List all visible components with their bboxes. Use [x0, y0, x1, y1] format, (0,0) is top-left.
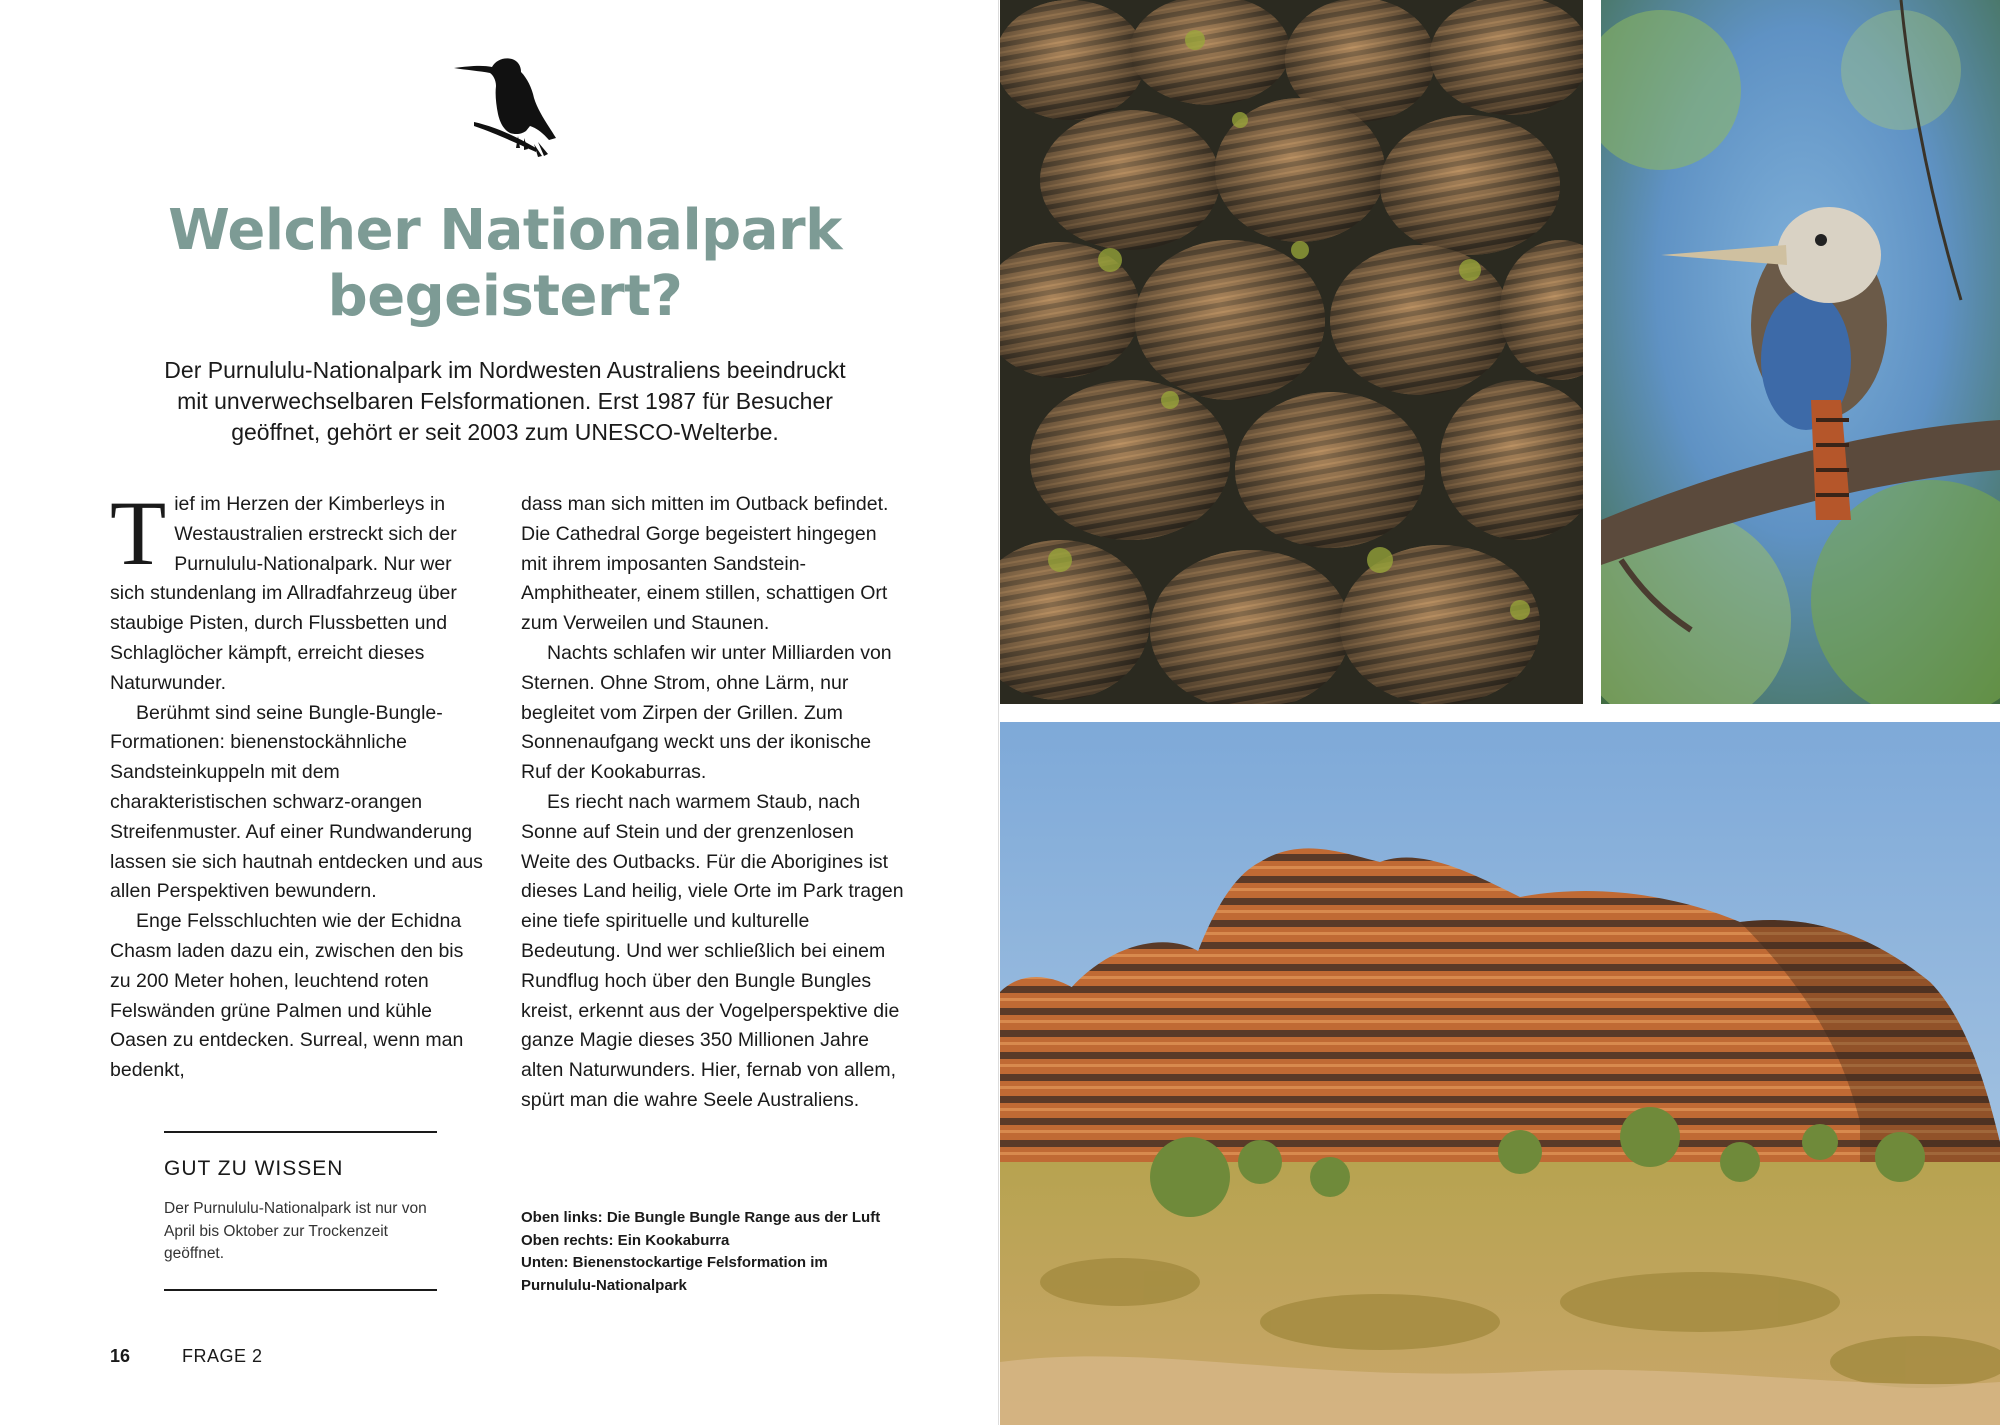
page-title: [140, 198, 870, 330]
lead-line: geöffnet, gehört er seit 2003 zum UNESCO-Welterbe.: [231, 419, 779, 445]
left-page: [0, 0, 999, 1425]
paragraph: Berühmt sind seine Bungle-Bungle-Formationen: bienenstockähnliche Sandsteinkuppeln mit dem charakteristischen schwarz-orangen Streifenmuster. Auf einer Rundwanderung lassen sie sich hautnah entdecken und aus allen Perspektiven bewundern.: [110, 701, 483, 903]
caption-line: Unten: Bienenstockartige Felsformation im: [521, 1254, 828, 1271]
aerial-photo: [1000, 0, 1583, 704]
body-column-1: [110, 482, 485, 1086]
paragraph: dass man sich mitten im Outback befindet. Die Cathedral Gorge begeistert hingegen mit ihrem imposanten Sandstein-Amphitheater, einem stillen, schattigen Ort zum Verweilen und Staunen.: [521, 493, 889, 635]
paragraph: Nachts schlafen wir unter Milliarden von Sternen. Ohne Strom, ohne Lärm, nur begleitet vom Zirpen der Grillen. Zum Sonnenaufgang weckt uns der ikonische Ruf der Kookaburras.: [521, 641, 892, 784]
title-line: begeistert?: [327, 264, 683, 329]
body-column-2: [521, 490, 906, 1116]
caption-line: Oben rechts: Ein Kookaburra: [521, 1231, 730, 1249]
title-line: Welcher Nationalpark: [168, 198, 842, 263]
lead-paragraph: [130, 355, 880, 448]
page-number: 16: [110, 1346, 131, 1366]
paragraph: ief im Herzen der Kimberleys in Westaustralien erstreckt sich der Purnululu-Nationalpark. Nur wer sich stundenlang im Allradfahrzeug über staubige Pisten, durch Flussbetten und Schlaglöcher kämpft, erreicht dieses Naturwunder.: [110, 493, 457, 694]
infobox-bottom-rule: [164, 1289, 437, 1291]
dropcap: T: [110, 482, 167, 584]
infobox-top-rule: [164, 1131, 437, 1133]
caption-line: Purnululu-Nationalpark: [521, 1276, 687, 1294]
lead-line: Der Purnululu-Nationalpark im Nordwesten Australiens beeindruckt: [164, 357, 846, 383]
paragraph: Enge Felsschluchten wie der Echidna Chasm laden dazu ein, zwischen den bis zu 200 Meter hohen, leuchtend roten Felswänden grüne Palmen und kühle Oasen zu entdecken. Surreal, wenn man bedenkt,: [110, 910, 464, 1082]
section-label: FRAGE 2: [182, 1346, 263, 1366]
infobox-title: GUT ZU WISSEN: [164, 1157, 344, 1180]
photo-caption: [521, 1207, 901, 1297]
bungle-bungle-range-photo: [1000, 722, 2000, 1425]
lead-line: mit unverwechselbaren Felsformationen. Erst 1987 für Besucher: [177, 388, 833, 414]
caption-line: Oben links: Die Bungle Bungle Range aus der Luft: [521, 1209, 881, 1226]
kookaburra-logo-icon: [452, 56, 558, 160]
infobox-text: Der Purnululu-Nationalpark ist nur von April bis Oktober zur Trockenzeit geöffnet.: [164, 1200, 427, 1262]
paragraph: Es riecht nach warmem Staub, nach Sonne auf Stein und der grenzenlosen Weite des Outbacks. Für die Aborigines ist dieses Land heilig, viele Orte im Park tragen eine tiefe spirituelle und kulturelle Bedeutung. Und wer schließlich bei einem Rundflug hoch über den Bungle Bungles kreist, erkennt aus der Vogelperspektive die ganze Magie dieses 350 Millionen Jahre alten Naturwunders. Hier, fernab von allem, spürt man die wahre Seele Australiens.: [521, 790, 904, 1111]
kookaburra-photo: [1601, 0, 2000, 704]
